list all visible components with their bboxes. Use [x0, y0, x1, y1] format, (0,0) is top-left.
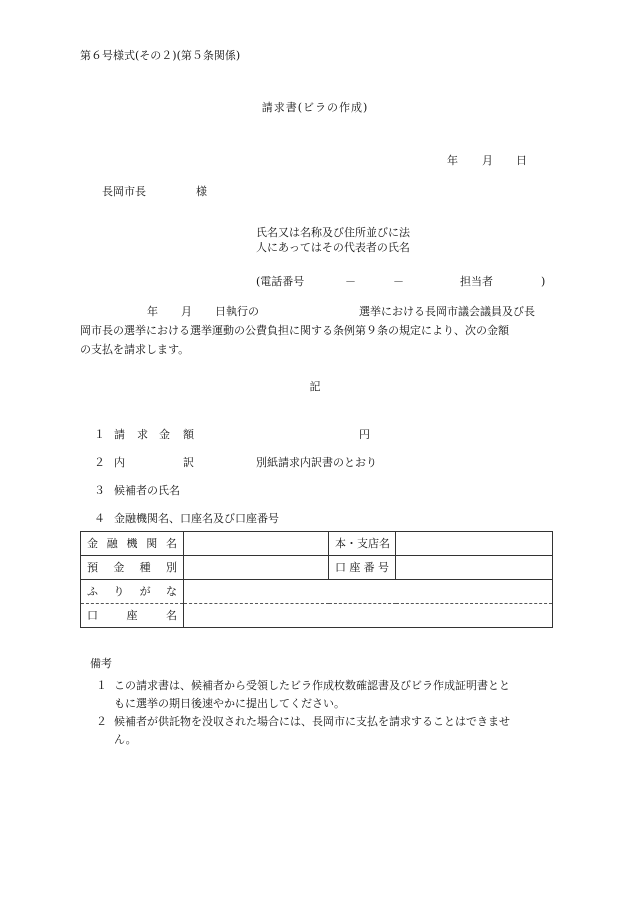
phone-open-label: (電話番号: [256, 275, 305, 288]
paragraph-day-exec: 日執行の: [215, 305, 259, 318]
item-1-char-2: 求: [137, 428, 148, 441]
branch-name-field[interactable]: [396, 532, 553, 556]
furigana-label: ふ り が な: [81, 580, 184, 604]
table-row: [81, 532, 553, 556]
account-name-label: 口 座 名: [81, 604, 184, 628]
item-4-label: 金融機関名、口座名及び口座番号: [114, 512, 279, 525]
institution-name-label: 金 融 機 関 名: [81, 532, 184, 556]
paragraph-year: 年: [147, 305, 158, 318]
date-day-label: 日: [516, 154, 527, 167]
note-2-number: ２: [96, 715, 107, 728]
item-3-number: ３: [94, 484, 105, 497]
account-number-field[interactable]: [396, 556, 553, 580]
deposit-type-label: 預 金 種 別: [81, 556, 184, 580]
addressee-name: 長岡市長: [102, 185, 146, 198]
deposit-type-field[interactable]: [184, 556, 329, 580]
note-1-number: １: [96, 679, 107, 692]
paragraph-line-2: 岡市長の選挙における選挙運動の公費負担に関する条例第９条の規定により、次の金額: [80, 324, 509, 337]
paragraph-line-1-rest: 選挙における長岡市議会議員及び長: [359, 305, 535, 318]
item-1-char-3: 金: [159, 428, 170, 441]
applicant-name-line-1: 氏名又は名称及び住所並びに法: [256, 226, 410, 239]
phone-separator-1: －: [345, 275, 356, 288]
paragraph-line-3: の支払を請求します。: [80, 343, 190, 356]
item-1-yen-unit: 円: [359, 428, 370, 441]
item-2-number: ２: [94, 456, 105, 469]
notes-heading: 備考: [90, 657, 112, 670]
item-1-char-1: 請: [114, 428, 125, 441]
paragraph-month: 月: [181, 305, 192, 318]
note-2-line-2: ん。: [114, 733, 137, 746]
note-1-line-2: もに選挙の期日後速やかに提出してください。: [114, 697, 345, 710]
account-number-label: 口 座 番 号: [329, 556, 396, 580]
phone-separator-2: －: [393, 275, 404, 288]
item-2-value: 別紙請求内訳書のとおり: [256, 456, 377, 469]
table-row: [81, 604, 553, 628]
item-2-char-1: 内: [114, 456, 125, 469]
item-1-number: １: [94, 428, 105, 441]
account-name-field[interactable]: [184, 604, 553, 628]
furigana-field[interactable]: [184, 580, 553, 604]
item-4-number: ４: [94, 512, 105, 525]
form-number: 第６号様式(その２)(第５条関係): [80, 49, 241, 62]
item-1-char-4: 額: [183, 428, 194, 441]
addressee-honorific: 様: [196, 185, 207, 198]
contact-person-label: 担当者: [460, 275, 493, 288]
date-month-label: 月: [482, 154, 493, 167]
branch-name-label: 本 ・ 支 店 名: [329, 532, 396, 556]
item-2-char-2: 訳: [183, 456, 194, 469]
item-3-label: 候補者の氏名: [114, 484, 180, 497]
bank-account-table: [80, 531, 553, 628]
table-row: [81, 556, 553, 580]
ki-heading: 記: [309, 380, 321, 393]
table-row: [81, 580, 553, 604]
note-1-line-1: １ この請求書は、候補者から受領したビラ作成枚数確認書及びビラ作成証明書とと: [96, 679, 510, 692]
applicant-name-line-2: 人にあってはその代表者の氏名: [256, 241, 410, 254]
date-year-label: 年: [447, 154, 458, 167]
phone-close-paren: ): [541, 275, 546, 288]
institution-name-field[interactable]: [184, 532, 329, 556]
document-title: 請求書(ビラの作成): [261, 101, 369, 114]
note-2-line-1: ２ 候補者が供託物を没収された場合には、長岡市に支払を請求することはできませ: [96, 715, 510, 728]
